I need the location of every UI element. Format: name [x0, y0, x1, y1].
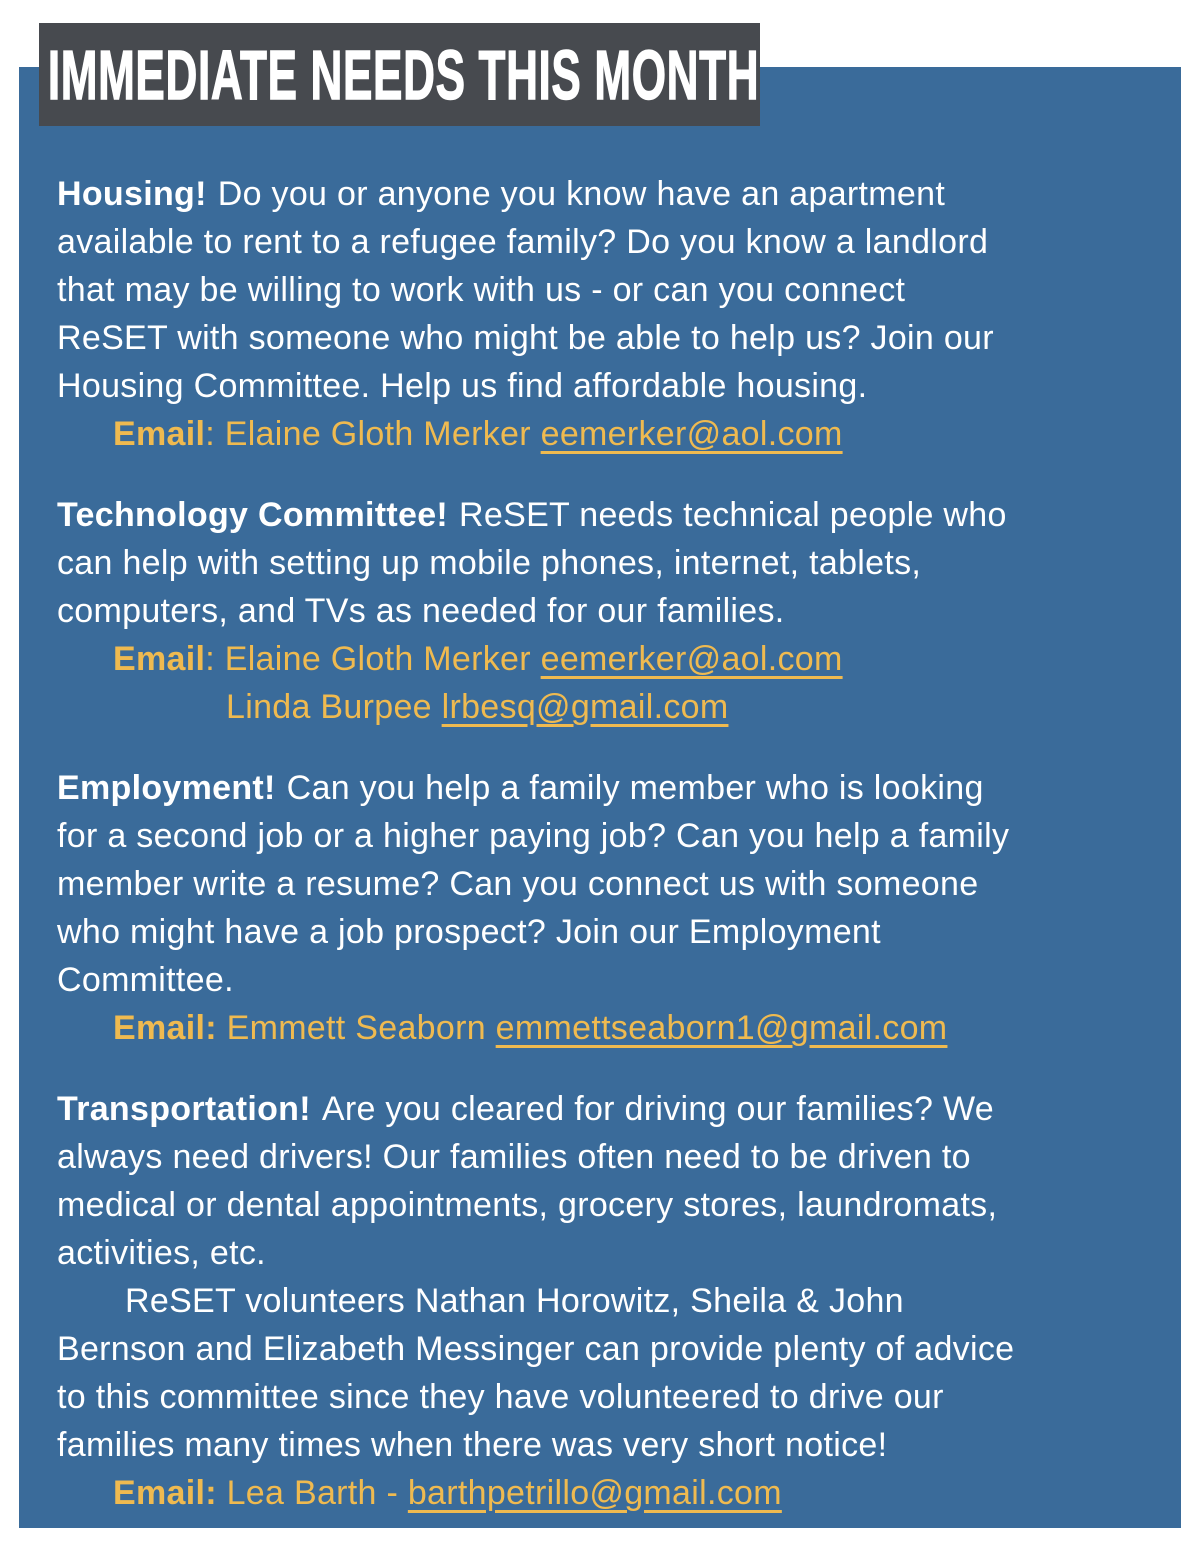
email-line: [57, 683, 1125, 731]
body-line: Bernson and Elizabeth Messinger can provide plenty of advice: [57, 1330, 1015, 1368]
body-line: [57, 491, 1125, 539]
email-line: [57, 1004, 1125, 1052]
email-separator: :: [205, 640, 215, 678]
email-link[interactable]: emmettseaborn1@gmail.com: [495, 1009, 948, 1047]
section-heading: Technology Committee!: [57, 496, 449, 534]
contact-name: Lea Barth -: [216, 1474, 408, 1512]
body-line: member write a resume? Can you connect us with someone: [57, 865, 979, 903]
body-line: families many times when there was very short notice!: [57, 1426, 888, 1464]
contact-name: Elaine Gloth Merker: [214, 415, 541, 453]
email-line: [57, 410, 1125, 458]
body-line-text: ReSET needs technical people who: [459, 496, 1007, 534]
email-line: [57, 635, 1125, 683]
email-label: Email:: [113, 1474, 217, 1512]
section-employment: [57, 764, 1125, 1052]
section-heading: Housing!: [57, 175, 207, 213]
body-line: to this committee since they have volunteered to drive our: [57, 1378, 944, 1416]
body-line: available to rent to a refugee family? Do you know a landlord: [57, 223, 989, 261]
section-technology: [57, 491, 1125, 731]
contact-name: Linda Burpee: [226, 688, 442, 726]
email-link[interactable]: eemerker@aol.com: [540, 640, 843, 678]
section-heading: Transportation!: [57, 1090, 311, 1128]
body-line: that may be willing to work with us - or can you connect: [57, 271, 906, 309]
email-label: Email: [113, 640, 206, 678]
section-heading: Employment!: [57, 769, 276, 807]
header-title: IMMEDIATE NEEDS THIS MONTH: [47, 35, 760, 114]
body-line: ReSET volunteers Nathan Horowitz, Sheila & John: [125, 1282, 904, 1320]
email-separator: :: [205, 415, 215, 453]
email-link[interactable]: barthpetrillo@gmail.com: [407, 1474, 782, 1512]
email-line: [57, 1469, 1125, 1517]
body-line: activities, etc.: [57, 1234, 266, 1272]
email-label: Email:: [113, 1009, 217, 1047]
body-line: always need drivers! Our families often need to be driven to: [57, 1138, 971, 1176]
body-line-text: Do you or anyone you know have an apartment: [217, 175, 946, 213]
contact-name: Elaine Gloth Merker: [214, 640, 541, 678]
body-line: for a second job or a higher paying job? Can you help a family: [57, 817, 1010, 855]
email-link[interactable]: lrbesq@gmail.com: [441, 688, 729, 726]
body-line: Housing Committee. Help us find affordable housing.: [57, 367, 868, 405]
header-banner: [39, 23, 760, 126]
body-line: who might have a job prospect? Join our Employment: [57, 913, 881, 951]
body-line-text: Are you cleared for driving our families? We: [321, 1090, 994, 1128]
content-panel: [19, 67, 1181, 1528]
email-label: Email: [113, 415, 206, 453]
section-transportation: [57, 1085, 1125, 1517]
content-area: [57, 170, 1125, 1517]
contact-name: Emmett Seaborn: [216, 1009, 496, 1047]
body-line: ReSET with someone who might be able to help us? Join our: [57, 319, 994, 357]
body-line: Committee.: [57, 961, 234, 999]
body-line-text: Can you help a family member who is looking: [286, 769, 984, 807]
email-link[interactable]: eemerker@aol.com: [540, 415, 843, 453]
body-line: computers, and TVs as needed for our families.: [57, 592, 785, 630]
section-housing: [57, 170, 1125, 458]
body-line: [57, 764, 1125, 812]
body-line: can help with setting up mobile phones, internet, tablets,: [57, 544, 922, 582]
body-line: [57, 170, 1125, 218]
body-line: medical or dental appointments, grocery stores, laundromats,: [57, 1186, 998, 1224]
body-line: [57, 1085, 1125, 1133]
